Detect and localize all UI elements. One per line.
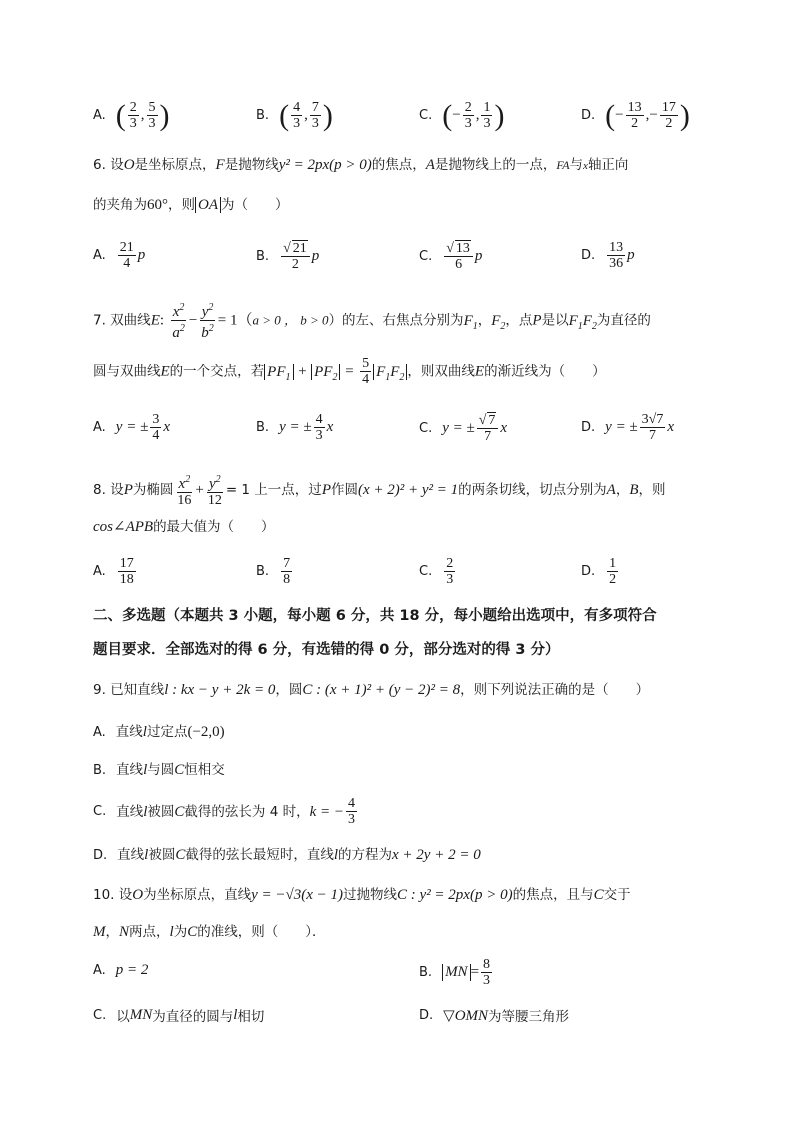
fraction-x2-16: $\frac{x^2}{16}$ [177,474,192,508]
fraction-y2-12: $\frac{y^2}{12}$ [207,474,222,508]
option-label: C. [93,803,107,819]
math-var: F [215,157,225,173]
text: 的准线，则（ ）． [197,924,326,940]
text: 作圆 [330,482,358,498]
denominator: 4 [152,428,160,443]
numerator: 21 [119,240,134,255]
option-label: B. [256,564,270,579]
math-var: l [169,924,174,940]
numerator: 13 [627,100,642,115]
option-label: D. [93,848,108,863]
q8-stem-line2 [93,517,713,537]
fraction [463,100,474,131]
text: 圆与双曲线 [93,363,161,380]
text: 直线 [117,847,145,863]
option-label: C. [419,108,433,123]
abs-oa: OA [195,197,221,213]
math-var: p [137,247,146,263]
option-label: A. [93,108,106,123]
q10-stem-line2 [93,922,713,942]
math-expr: cos∠APB [93,519,154,535]
right-paren: ) [494,98,505,132]
q8-option-d[interactable] [581,556,620,587]
fraction [147,100,158,131]
section-heading-line2: 题目要求．全部选对的得 6 分，有选错的得 0 分，部分选对的得 3 分） [93,642,560,658]
math-expr: p = 2 [115,962,149,978]
math-var: A [425,157,435,173]
text: 相切 [237,1009,265,1025]
fraction [660,100,678,131]
text: 的渐近线为（ ） [484,363,606,380]
denominator: 4 [123,256,131,271]
q9-option-d[interactable] [93,845,713,866]
fraction [310,100,321,131]
text: 直线 [116,803,144,820]
denominator: 3 [129,116,137,131]
denominator: 3 [293,116,301,131]
option-label: B. [256,108,270,123]
math-expr: (−2,0) [187,724,225,740]
text: 为坐标原点，直线 [143,887,252,903]
option-label: D. [581,420,596,435]
option-label: C. [419,420,433,436]
q6-option-d[interactable] [581,240,635,271]
math-var: l [143,803,148,820]
denominator: 6 [455,257,463,272]
q5-option-d[interactable] [581,100,690,131]
fraction [291,100,302,131]
math-var: l [233,1006,238,1023]
q9-option-b[interactable] [93,760,713,781]
math-var: P [532,312,542,329]
minus: − [188,312,198,329]
text: 是坐标原点， [134,157,216,173]
comma: , [304,107,308,123]
denominator: 7 [649,428,657,443]
math-expr: (x + 2)² + y² = 1 [357,482,459,498]
fraction [481,100,492,131]
fraction-y2-b2: $\frac{y^2}{b^2}$ [201,302,214,341]
text: 截得的弦长最短时，直线 [185,847,334,863]
numerator: 1 [483,100,491,115]
right-paren: ) [679,98,690,132]
option-label: A. [93,725,106,740]
left-paren: ( [605,98,616,132]
text: ，点 [505,312,533,329]
fraction-x2-a2: $\frac{x^2}{a^2}$ [172,302,185,341]
fraction [314,412,325,443]
left-paren: ( [442,98,453,132]
math-expr: a > 0 ， b > 0 [252,312,329,328]
question-number: 9. [93,682,106,698]
option-label: B. [419,965,433,980]
text: 已知直线 [110,682,165,698]
sign: − [452,107,461,123]
math-var: C [174,803,185,820]
math-expr: ▽OMN [443,1007,489,1024]
abs-f1f2: $F_1F_2$ [373,364,407,380]
q7-stem-line2 [93,356,713,388]
denominator: 8 [283,572,291,587]
q5-option-b[interactable] [256,100,333,131]
text: 为直径的 [596,312,651,329]
fraction [640,412,666,443]
denominator: 3 [315,428,323,443]
text: 的一个交点，若 [169,363,265,380]
fraction [607,240,625,271]
fraction [281,240,310,272]
fraction [150,412,161,443]
text: 的焦点，且与 [512,887,594,903]
denominator: 18 [119,572,134,587]
q8-stem-line1: 8. 设P为椭圆 $\frac{x^2}{16}$ + $\frac{y^2}{12}$ = 1 上一点，过P作圆(x + 2)² + y² = 1的两条切线，切点分别为A，B，则 [93,474,666,508]
segment-f1f2: $F_1F_2$ [568,312,597,332]
question-number: 10. [93,887,115,903]
text: 恒相交 [184,762,225,778]
fraction [607,556,618,587]
vector-fa: FA [556,158,570,172]
fraction [444,556,455,587]
denominator: 36 [609,256,624,271]
text: 过定点 [146,724,188,740]
option-label: B. [256,248,270,264]
q10-option-d[interactable] [419,1005,569,1025]
text: 的最大值为（ ） [153,519,275,535]
text: 的两条切线，切点分别为 [458,482,607,498]
math-var: l [143,762,148,778]
q7-option-b[interactable] [256,412,333,443]
option-label: C. [419,564,433,579]
text: 为等腰三角形 [488,1009,570,1025]
math-var: E [474,363,485,380]
text: 直线 [116,762,144,778]
math-var: $F_1$ [463,312,478,332]
math-var: O [132,887,144,903]
math-var: p [311,247,320,264]
plus: + [195,482,204,498]
fraction [444,240,473,272]
text: 的焦点， [371,157,426,173]
option-label: D. [581,248,596,263]
text: ， [105,924,119,940]
text: 设 [110,157,124,173]
fraction [118,240,136,271]
right-paren: ) [322,98,333,132]
q8-option-c[interactable] [419,556,457,587]
text: 的方程为 [338,847,393,863]
fraction [346,796,357,827]
fraction [118,556,136,587]
q7-option-c[interactable] [419,412,507,444]
option-label: B. [256,420,270,435]
section-heading-line1: 二、多选题（本题共 3 小题，每小题 6 分，共 18 分，每小题给出选项中，有多项符合 [93,608,657,624]
text: 双曲线 [110,312,151,329]
q9-stem [93,680,713,700]
math-var: x [326,419,334,435]
abs-mn: MN [442,964,471,981]
math-var: F [491,312,501,329]
option-label: A. [93,248,106,263]
option-label: C. [93,1007,107,1023]
text: 为直径的圆与 [152,1009,234,1025]
q7-option-d[interactable] [581,412,674,443]
numerator: 3√7 [641,412,664,427]
numerator: 17 [119,556,134,571]
numerator: 5 [148,100,156,115]
denominator: 3 [483,973,491,988]
math-var: N [119,924,130,940]
option-label: A. [93,963,106,978]
math-expr: x + 2y + 2 = 0 [392,847,481,863]
text: ，则双曲线 [407,363,475,380]
text: ，则 [638,482,666,498]
denominator: 2 [609,572,617,587]
math-var: E [150,312,160,329]
text: = 1 上一点，过 [225,482,322,498]
numerator: 2 [129,100,137,115]
q7-option-a[interactable] [93,412,170,443]
math-var: M [93,924,106,940]
math-expr: y = ± [605,419,638,435]
math-var: p [474,247,483,264]
colon: : [159,312,165,329]
text: 为（ ） [221,197,289,213]
q6-stem-line2 [93,195,713,215]
q10-option-b[interactable] [419,957,494,988]
q6-option-c[interactable] [419,240,482,272]
numerator: 2 [464,100,472,115]
q8-option-b[interactable] [256,556,294,587]
question-number: 6. [93,157,106,173]
radicand: 13 [455,241,470,256]
numerator: √ 21 [281,240,310,257]
text: 为椭圆 [132,482,174,498]
math-var: P [123,482,133,498]
comma: , [475,107,480,123]
option-label: A. [93,564,106,579]
text: 设 [110,482,124,498]
denominator: 3 [483,116,491,131]
question-number: 7. [93,312,106,329]
option-label: C. [419,248,433,264]
math-expr: y² = 2px(p > 0) [278,157,372,173]
numerator: 2 [446,556,454,571]
left-paren: ( [279,98,290,132]
option-label: D. [581,108,596,123]
numerator: 4 [347,796,355,811]
math-var: C [175,847,186,863]
text: 是抛物线上的一点， [434,157,557,173]
q9-option-c[interactable] [93,796,713,827]
math-var: C [187,924,198,940]
math-expr: C : (x + 1)² + (y − 2)² = 8 [302,682,461,698]
numerator: 3 [152,412,160,427]
text: 轴正向 [587,157,629,173]
numerator: 1 [609,556,617,571]
math-var: x [583,160,588,172]
text: 被圆 [147,803,175,820]
q8-option-a[interactable] [93,556,138,587]
option-label: D. [419,1007,434,1023]
fraction: $\frac{5}{4}$ [362,356,370,387]
text: 为 [173,924,188,940]
text: 是抛物线 [224,157,279,173]
option-label: A. [93,420,106,435]
denominator: 2 [665,116,673,131]
math-var: P [321,482,331,498]
math-var: C [174,762,185,778]
text: 直线 [115,724,143,740]
math-var: x [163,419,170,435]
left-paren: ( [115,98,126,132]
q9-option-a[interactable] [93,722,713,743]
fraction [128,100,139,131]
numerator: 7 [283,556,291,571]
fraction [481,957,492,988]
numerator: √ 7 [477,412,499,429]
numerator: 13 [609,240,624,255]
fraction [626,100,644,131]
text: ）的左、右焦点分别为 [328,312,464,329]
math-var: F [463,312,473,329]
math-expr: y = ± [442,419,475,436]
text: 与圆 [147,762,175,778]
question-number: 8. [93,482,106,498]
math-var: O [123,157,135,173]
numerator: √ 13 [444,240,473,257]
radicand: 21 [292,241,307,256]
text: 与 [569,157,584,173]
math-expr: = 1（ [217,312,253,329]
math-expr: C : y² = 2px(p > 0) [397,887,513,903]
text: 过抛物线 [343,887,398,903]
q10-option-c[interactable] [93,1005,264,1025]
denominator: 3 [148,116,156,131]
math-var: E [160,363,170,380]
denominator: 7 [484,429,492,444]
denominator: 3 [311,116,319,131]
numerator: 4 [315,412,323,427]
condition-expr: $PF_1 + PF_2$ = [264,364,358,380]
sign: − [615,107,624,123]
text: 截得的弦长为 4 时， [184,803,310,820]
q7-stem-line1: 7. 双曲线E: $\frac{x^2}{a^2}$ − $\frac{y^2}{b^2}$ = 1（a > 0 ， b > 0）的左、右焦点分别为$F_1$，$F_2$，点P是以$F_1F_2$为直径的 [93,302,651,341]
q5-option-a[interactable] [93,100,170,131]
q6-option-a[interactable] [93,240,145,271]
text: 两点， [129,924,170,940]
text: 是以 [541,312,569,329]
q5-option-c[interactable] [419,100,504,131]
option-label: B. [93,763,107,778]
math-var: $F_2$ [491,312,506,332]
numerator: 8 [483,957,491,972]
math-var: B [629,482,639,498]
text: 设 [118,887,133,903]
math-var: x [500,419,508,436]
denominator: 3 [347,812,355,827]
fraction [477,412,499,444]
denominator: 3 [464,116,472,131]
math-var: x [667,419,675,435]
math-expr: k = − [309,803,344,820]
math-var: MN [129,1006,153,1023]
denominator: 3 [446,572,454,587]
numerator: 7 [311,100,319,115]
math-var: l [142,724,147,740]
math-expr: l : kx − y + 2k = 0 [164,682,276,698]
text: 的夹角为 [93,197,147,213]
q6-option-b[interactable] [256,240,319,272]
fraction [281,556,292,587]
denominator: 2 [631,116,639,131]
q6-stem-line1 [93,155,713,176]
radicand: 7 [488,413,496,428]
comma: , [140,107,145,123]
math-expr: y = −√3(x − 1) [251,887,344,903]
right-paren: ) [159,98,170,132]
math-var: A [606,482,616,498]
text: ，圆 [275,682,303,698]
math-var: p [627,247,635,263]
comma: , [645,107,650,123]
numerator: 17 [661,100,676,115]
math-var: C [593,887,604,903]
q10-option-a[interactable] [93,962,148,979]
equals: = [470,964,480,980]
angle: 60° [147,197,168,213]
text: 被圆 [148,847,176,863]
math-var: l [333,847,339,863]
denominator: 2 [291,257,299,272]
text: 交于 [603,887,631,903]
math-expr: y = ± [279,419,312,435]
numerator: 4 [293,100,301,115]
sign: − [649,107,658,123]
math-var: l [144,847,149,863]
q10-stem-line1 [93,885,713,905]
math-expr: y = ± [115,419,149,435]
text: ，则下列说法正确的是（ ） [460,682,650,698]
text: ，则 [168,197,195,213]
text: 以 [116,1009,130,1025]
option-label: D. [581,564,596,579]
